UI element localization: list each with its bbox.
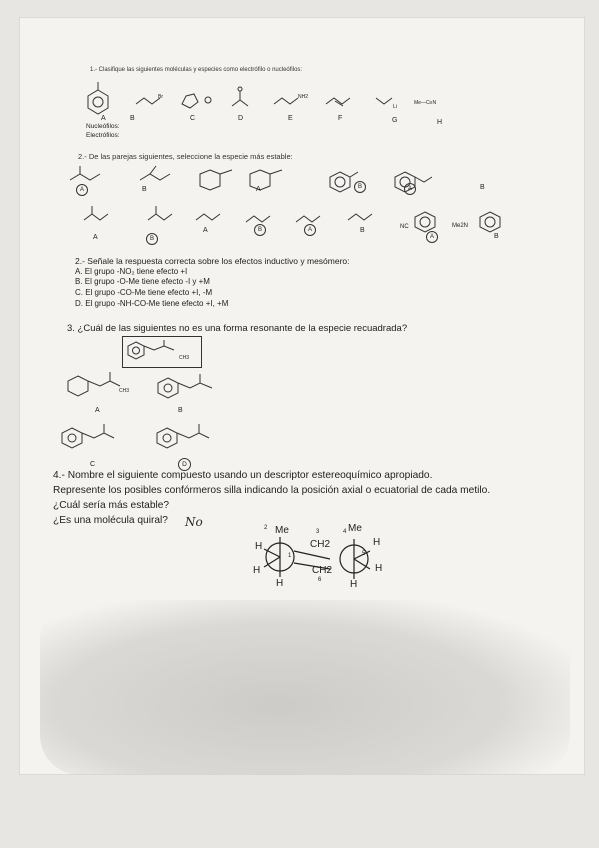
q5-h-right-down: H (350, 579, 358, 590)
q1-letter-a: A (101, 115, 106, 122)
q1-title: 1.- Clasifique las siguientes moléculas y especies como electrófilo o nucleófilos: (90, 67, 303, 73)
q4-label-a: A (95, 407, 100, 414)
q1-letter-b: B (130, 115, 135, 122)
q1-species-li: Li (393, 104, 397, 110)
q2-row1-b1: B (142, 186, 147, 193)
q5-num-2: 2 (264, 525, 268, 531)
q5-h-left-bottom: H (253, 565, 261, 576)
q5-line-3: ¿Cuál sería más estable? (53, 500, 170, 511)
q1-letter-c: C (190, 115, 196, 122)
q3-option-b: B. El grupo -O-Me tiene efecto -I y +M (75, 277, 210, 286)
q5-line-4: ¿Es una molécula quiral? (53, 515, 168, 526)
q5-me-right: Me (348, 523, 362, 534)
q2-row2-nc: NC (400, 224, 409, 230)
q2-row1-a3: A (404, 183, 416, 195)
q2-row2-b2: B (254, 224, 266, 236)
q1-nucleofilos-label: Nucleófilos: (86, 123, 120, 130)
q2-row1-structures (60, 160, 530, 200)
q5-num-4: 4 (343, 529, 347, 535)
q5-num-3: 3 (316, 529, 320, 535)
q1-species-br: Br (158, 94, 163, 100)
q2-row2-a1: A (93, 234, 98, 241)
q1-letter-g: G (392, 117, 398, 124)
q5-ch2-bottom: CH2 (312, 565, 333, 576)
q2-row2-b1: B (146, 233, 158, 245)
q5-ch2-top: CH2 (310, 539, 331, 550)
q5-num-6: 6 (318, 577, 322, 583)
q1-electrofilos-label: Electrófilos: (86, 132, 120, 139)
q2-row2-b3: B (360, 227, 365, 234)
q4-structure-a (66, 368, 146, 408)
q3-title: 2.- Señale la respuesta correcta sobre los efectos inductivo y mesómero: (75, 256, 350, 266)
q1-letter-e: E (288, 115, 293, 122)
q2-row2-b4: B (494, 233, 499, 240)
q5-h-left-down: H (276, 578, 284, 589)
q5-num-5: 5 (362, 551, 366, 557)
q2-row1-b2: B (354, 181, 366, 193)
q4-a-ch3: CH3 (119, 388, 130, 394)
q2-row2-a3: A (304, 224, 316, 236)
q5-num-1: 1 (288, 553, 292, 559)
q2-row1-a2: A (256, 186, 261, 193)
q4-label-b: B (178, 407, 183, 414)
q4-structure-c (60, 420, 140, 460)
q5-line-1: 4.- Nombre el siguiente compuesto usando un descriptor estereoquímico apropiado. (53, 470, 433, 481)
photo-shadow (40, 600, 570, 775)
q3-option-a: A. El grupo -NO₂ tiene efecto +I (75, 267, 188, 276)
q2-row2-me2n: Me2N (452, 223, 469, 229)
q4-boxed-ch3: CH3 (179, 355, 190, 361)
q4-structure-d (155, 420, 235, 460)
q5-h-right-top: H (373, 537, 381, 548)
q2-row2-a4: A (426, 231, 438, 243)
q5-h-right-bottom: H (375, 563, 383, 574)
q4-structure-b (156, 370, 246, 410)
q2-row1-b3: B (480, 184, 485, 191)
q5-me-left: Me (275, 525, 289, 536)
q1-structures (80, 78, 500, 138)
q2-row2-a2: A (203, 227, 208, 234)
q4-label-c: C (90, 461, 96, 468)
q1-letter-h: H (437, 119, 443, 126)
q5-newman-projection (250, 525, 400, 595)
q4-label-d: D (178, 458, 191, 471)
q5-handwritten-answer: No (185, 515, 203, 529)
q1-letter-d: D (238, 115, 244, 122)
q1-species-nh2: NH2 (298, 94, 309, 100)
q1-species-nitrile: Me—C≡N (414, 100, 437, 106)
q5-h-left-top: H (255, 541, 263, 552)
q3-option-d: D. El grupo -NH-CO-Me tiene efecto +I, +M (75, 299, 229, 308)
q2-title: 2.- De las parejas siguientes, seleccione la especie más estable: (78, 152, 293, 161)
q2-row1-a1: A (76, 184, 88, 196)
q3-option-c: C. El grupo -CO-Me tiene efecto +I, -M (75, 288, 213, 297)
q5-line-2: Represente los posibles confórmeros silla indicando la posición axial o ecuatorial de cada metilo. (53, 485, 491, 496)
q4-title: 3. ¿Cuál de las siguientes no es una forma resonante de la especie recuadrada? (67, 323, 408, 334)
q1-letter-f: F (338, 115, 343, 122)
